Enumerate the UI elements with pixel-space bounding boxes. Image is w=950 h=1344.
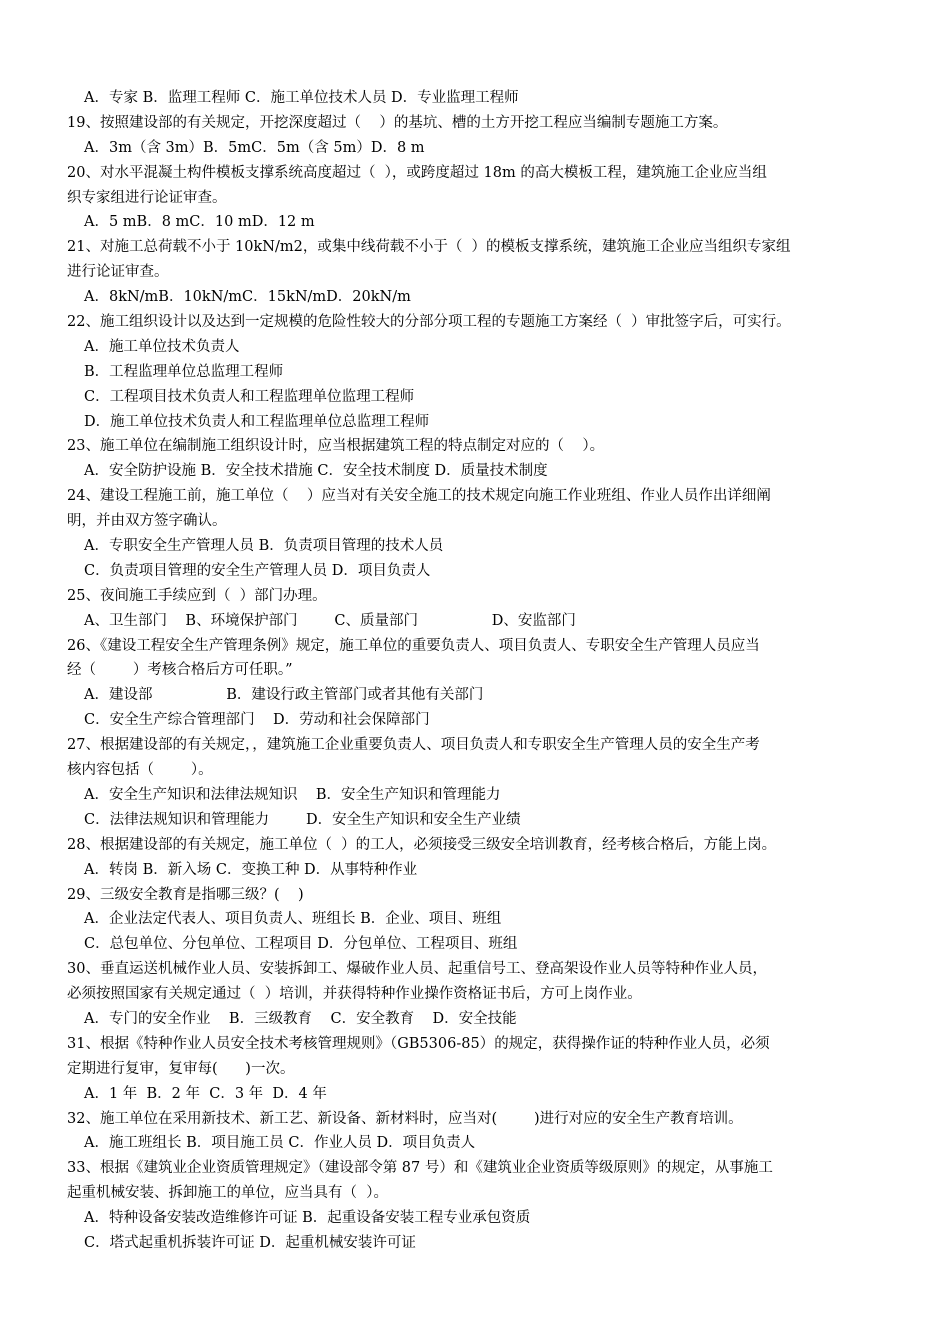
question-text-line: 27、根据建设部的有关规定，，建筑施工企业重要负责人、项目负责人和专职安全生产管理人员的安全生产考 — [67, 737, 760, 754]
question-text-line: 23、施工单位在编制施工组织设计时，应当根据建筑工程的特点制定对应的（ ）。 — [67, 438, 605, 455]
question-text-line: 起重机械安装、拆卸施工的单位，应当具有（ ）。 — [67, 1185, 388, 1202]
question-text-line: 核内容包括（ ）。 — [67, 762, 213, 779]
answer-options-line: A．特种设备安装改造维修许可证 B．起重设备安装工程专业承包资质 — [84, 1210, 531, 1227]
answer-options-line: A．1 年 B．2 年 C．3 年 D．4 年 — [84, 1085, 327, 1102]
answer-options-line: C．法律法规知识和管理能力 D．安全生产知识和安全生产业绩 — [84, 811, 521, 828]
answer-options-line: A．5 mB．8 mC．10 mD．12 m — [84, 214, 315, 231]
question-text-line: 24、建设工程施工前，施工单位（ ）应当对有关安全施工的技术规定向施工作业班组、作业人员作出详细阐 — [67, 488, 771, 505]
question-text-line: 31、根据《特种作业人员安全技术考核管理规则》（GB5306-85）的规定，获得操作证的特种作业人员，必须 — [67, 1035, 770, 1052]
answer-options-line: C．塔式起重机拆装许可证 D．起重机械安装许可证 — [84, 1234, 416, 1251]
question-text-line: 经（ ）考核合格后方可任职。” — [67, 662, 293, 679]
question-text-line: 25、夜间施工手续应到（ ）部门办理。 — [67, 587, 327, 604]
question-text-line: 19、按照建设部的有关规定，开挖深度超过（ ）的基坑、槽的土方开挖工程应当编制专题施工方案。 — [67, 114, 728, 131]
answer-options-line: A．8kN/mB．10kN/mC．15kN/mD．20kN/m — [84, 289, 411, 306]
answer-options-line: C．工程项目技术负责人和工程监理单位监理工程师 — [84, 388, 415, 405]
question-text-line: 29、三级安全教育是指哪三级？( ) — [67, 886, 304, 903]
question-text-line: 明，并由双方签字确认。 — [67, 513, 227, 530]
answer-options-line: A．转岗 B．新入场 C．变换工种 D．从事特种作业 — [84, 861, 418, 878]
answer-options-line: A．专职安全生产管理人员 B．负责项目管理的技术人员 — [84, 538, 444, 555]
answer-options-line: A．专门的安全作业 B．三级教育 C．安全教育 D．安全技能 — [84, 1010, 517, 1027]
question-text-line: 必须按照国家有关规定通过（ ）培训，并获得特种作业操作资格证书后，方可上岗作业。 — [67, 986, 642, 1003]
question-text-line: 织专家组进行论证审查。 — [67, 189, 227, 206]
answer-options-line: A．安全防护设施 B．安全技术措施 C．安全技术制度 D．质量技术制度 — [84, 463, 548, 480]
question-text-line: 定期进行复审，复审每( )一次。 — [67, 1060, 295, 1077]
answer-options-line: C．负责项目管理的安全生产管理人员 D．项目负责人 — [84, 562, 431, 579]
answer-options-line: A．企业法定代表人、项目负责人、班组长 B．企业、项目、班组 — [84, 911, 502, 928]
answer-options-line: A．施工班组长 B．项目施工员 C．作业人员 D．项目负责人 — [84, 1135, 476, 1152]
answer-options-line: A．3m（含 3m）B．5mC．5m（含 5m）D．8 m — [84, 139, 425, 156]
answer-options-line: A．施工单位技术负责人 — [84, 338, 240, 355]
answer-options-line: A．建设部 B．建设行政主管部门或者其他有关部门 — [84, 687, 484, 704]
exam-question-list — [67, 86, 897, 1256]
question-text-line: 21、对施工总荷载不小于 10kN/m2，或集中线荷载不小于（ ）的模板支撑系统，建筑施工企业应当组织专家组 — [67, 239, 791, 256]
question-text-line: 20、对水平混凝土构件模板支撑系统高度超过（ ），或跨度超过 18m 的高大模板工程，建筑施工企业应当组 — [67, 164, 767, 181]
question-text-line: 进行论证审查。 — [67, 264, 169, 281]
question-text-line: 26、《建设工程安全生产管理条例》规定，施工单位的重要负责人、项目负责人、专职安全生产管理人员应当 — [67, 637, 760, 654]
answer-options-line: A．安全生产知识和法律法规知识 B．安全生产知识和管理能力 — [84, 786, 501, 803]
question-text-line: 28、根据建设部的有关规定，施工单位（ ）的工人，必须接受三级安全培训教育，经考核合格后，方能上岗。 — [67, 836, 777, 853]
question-text-line: 22、施工组织设计以及达到一定规模的危险性较大的分部分项工程的专题施工方案经（ ）审批签字后，可实行。 — [67, 314, 791, 331]
answer-options-line: C．安全生产综合管理部门 D．劳动和社会保障部门 — [84, 712, 430, 729]
answer-options-line: D．施工单位技术负责人和工程监理单位总监理工程师 — [84, 413, 430, 430]
answer-options-line: A．专家 B．监理工程师 C．施工单位技术人员 D．专业监理工程师 — [84, 90, 519, 106]
answer-options-line: C．总包单位、分包单位、工程项目 D．分包单位、工程项目、班组 — [84, 936, 518, 953]
answer-options-line: B．工程监理单位总监理工程师 — [84, 363, 284, 380]
question-text-line: 33、根据《建筑业企业资质管理规定》（建设部令第 87 号）和《建筑业企业资质等级原则》的规定，从事施工 — [67, 1160, 773, 1177]
question-text-line: 32、施工单位在采用新技术、新工艺、新设备、新材料时，应当对( )进行对应的安全生产教育培训。 — [67, 1110, 743, 1127]
question-text-line: 30、垂直运送机械作业人员、安装拆卸工、爆破作业人员、起重信号工、登高架设作业人员等特种作业人员， — [67, 961, 767, 978]
answer-options-line: A、卫生部门 B、环境保护部门 C、质量部门 D、安监部门 — [84, 612, 576, 629]
